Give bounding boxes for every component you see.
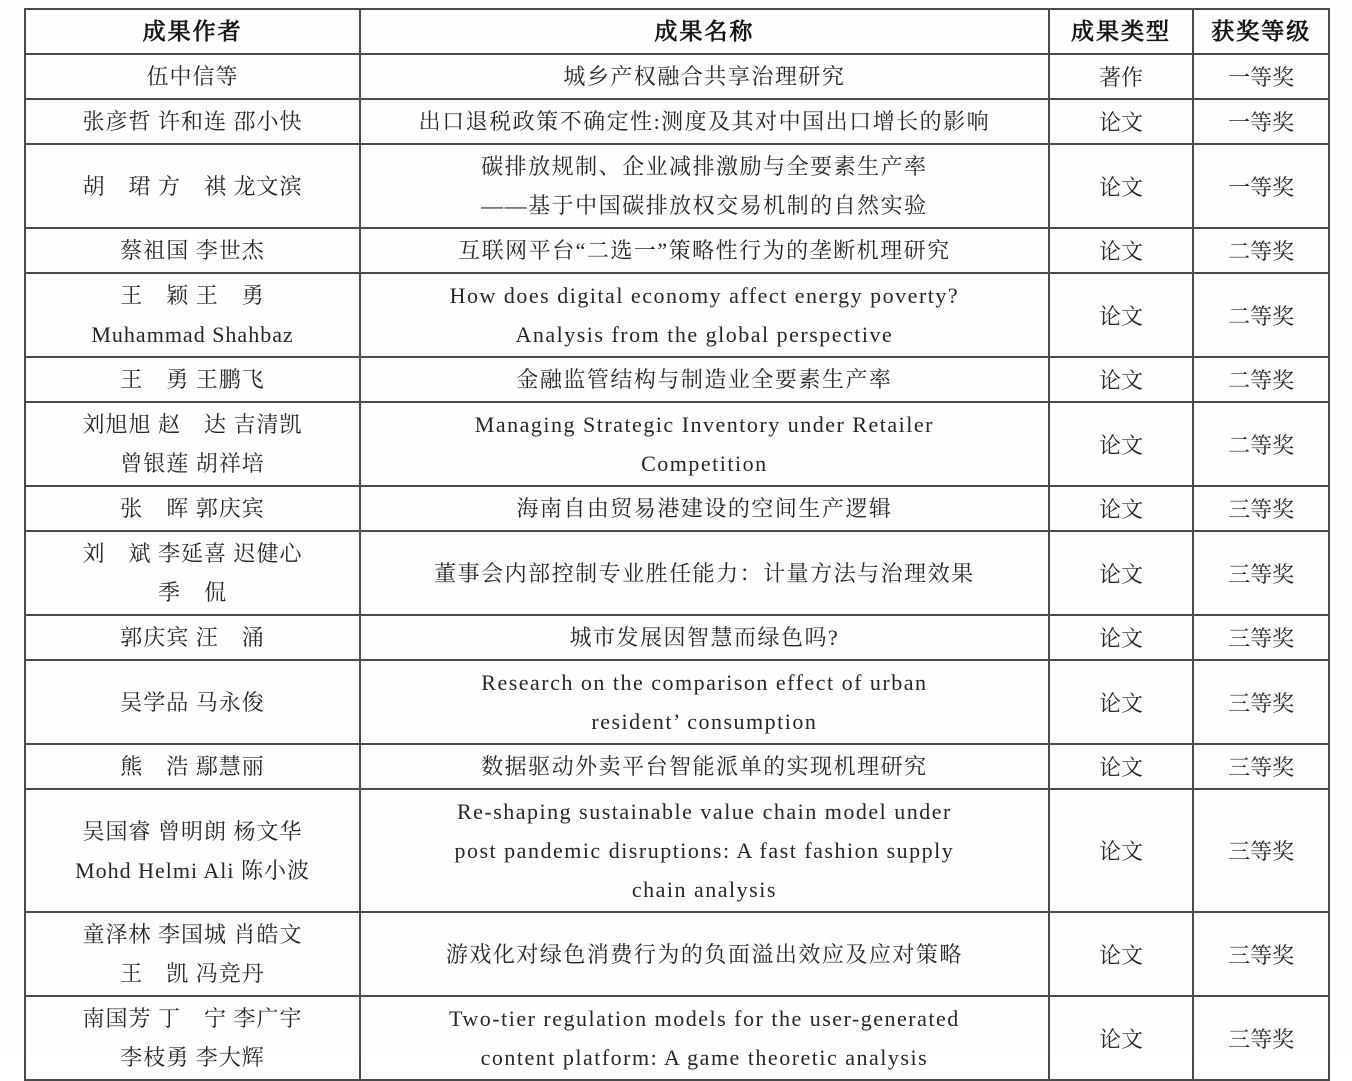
type-cell: 著作 <box>1049 54 1194 99</box>
type-cell: 论文 <box>1049 486 1194 531</box>
award-cell: 三等奖 <box>1193 615 1329 660</box>
type-cell: 论文 <box>1049 744 1194 789</box>
title-line: 互联网平台“二选一”策略性行为的垄断机理研究 <box>458 238 951 263</box>
author-line: 南国芳 丁 宁 李广宇 <box>82 1006 303 1031</box>
title-line: resident’ consumption <box>591 709 818 734</box>
title-line: Competition <box>641 451 768 476</box>
author-cell <box>25 789 360 912</box>
author-cell <box>25 99 360 144</box>
table-row <box>25 996 1329 1080</box>
title-cell <box>360 273 1049 357</box>
title-cell <box>360 531 1049 615</box>
table-row <box>25 228 1329 273</box>
table-row <box>25 273 1329 357</box>
title-line: Research on the comparison effect of urban <box>481 670 928 695</box>
award-cell: 一等奖 <box>1193 144 1329 228</box>
author-line: 郭庆宾 汪 涌 <box>120 625 265 650</box>
author-cell <box>25 996 360 1080</box>
author-cell <box>25 357 360 402</box>
title-cell <box>360 996 1049 1080</box>
author-cell <box>25 228 360 273</box>
title-line: content platform: A game theoretic analysis <box>480 1045 929 1070</box>
title-cell <box>360 54 1049 99</box>
title-line: 城市发展因智慧而绿色吗? <box>569 625 840 650</box>
title-cell <box>360 789 1049 912</box>
award-cell: 三等奖 <box>1193 912 1329 996</box>
author-line: 熊 浩 鄢慧丽 <box>120 754 265 779</box>
award-cell: 二等奖 <box>1193 273 1329 357</box>
author-line: 胡 珺 方 祺 龙文滨 <box>82 173 303 199</box>
title-cell <box>360 144 1049 228</box>
author-cell <box>25 54 360 99</box>
author-cell <box>25 660 360 744</box>
title-cell <box>360 228 1049 273</box>
title-cell <box>360 615 1049 660</box>
title-line: 海南自由贸易港建设的空间生产逻辑 <box>516 496 893 521</box>
title-cell <box>360 357 1049 402</box>
type-cell: 论文 <box>1049 402 1194 486</box>
title-line: 游戏化对绿色消费行为的负面溢出效应及应对策略 <box>445 941 963 967</box>
col-header-title: 成果名称 <box>360 9 1049 54</box>
type-cell: 论文 <box>1049 531 1194 615</box>
title-line: 数据驱动外卖平台智能派单的实现机理研究 <box>481 754 928 779</box>
col-header-author: 成果作者 <box>25 9 360 54</box>
author-line: 童泽林 李国城 肖皓文 <box>82 922 303 947</box>
title-line: Managing Strategic Inventory under Retailer <box>474 412 934 437</box>
author-cell <box>25 144 360 228</box>
title-line: 出口退税政策不确定性:测度及其对中国出口增长的影响 <box>418 109 991 134</box>
type-cell: 论文 <box>1049 660 1194 744</box>
title-line: Re-shaping sustainable value chain model under <box>456 799 952 824</box>
table-row <box>25 99 1329 144</box>
author-line: 王 凯 冯竞丹 <box>120 961 265 986</box>
author-cell <box>25 273 360 357</box>
award-cell: 三等奖 <box>1193 996 1329 1080</box>
title-cell <box>360 660 1049 744</box>
table-row <box>25 531 1329 615</box>
award-cell: 三等奖 <box>1193 744 1329 789</box>
type-cell: 论文 <box>1049 144 1194 228</box>
table-row <box>25 912 1329 996</box>
award-results-table <box>24 8 1330 1081</box>
col-header-type: 成果类型 <box>1049 9 1194 54</box>
table-row <box>25 789 1329 912</box>
title-line: chain analysis <box>631 877 777 902</box>
title-cell <box>360 744 1049 789</box>
award-cell: 三等奖 <box>1193 531 1329 615</box>
header-row <box>25 9 1329 54</box>
author-line: 季 侃 <box>158 580 228 605</box>
author-cell <box>25 531 360 615</box>
title-line: 董事会内部控制专业胜任能力：计量方法与治理效果 <box>434 560 975 586</box>
title-cell <box>360 486 1049 531</box>
table-row <box>25 744 1329 789</box>
title-line: 城乡产权融合共享治理研究 <box>563 64 846 89</box>
table-row <box>25 402 1329 486</box>
award-cell: 二等奖 <box>1193 357 1329 402</box>
author-cell <box>25 912 360 996</box>
title-line: How does digital economy affect energy poverty? <box>449 283 960 308</box>
award-cell: 一等奖 <box>1193 99 1329 144</box>
author-line: 吴学品 马永俊 <box>120 689 265 715</box>
table-row <box>25 54 1329 99</box>
type-cell: 论文 <box>1049 615 1194 660</box>
author-line: 刘 斌 李延喜 迟健心 <box>82 541 303 566</box>
title-cell <box>360 912 1049 996</box>
award-cell: 三等奖 <box>1193 789 1329 912</box>
author-cell <box>25 486 360 531</box>
type-cell: 论文 <box>1049 273 1194 357</box>
author-line: 吴国睿 曾明朗 杨文华 <box>82 818 303 844</box>
author-line: 张彦哲 许和连 邵小快 <box>82 109 303 134</box>
title-cell <box>360 99 1049 144</box>
award-cell: 二等奖 <box>1193 228 1329 273</box>
author-line: 蔡祖国 李世杰 <box>120 238 265 263</box>
award-cell: 一等奖 <box>1193 54 1329 99</box>
col-header-award: 获奖等级 <box>1193 9 1329 54</box>
author-line: 刘旭旭 赵 达 吉清凯 <box>82 412 303 437</box>
title-line: 碳排放规制、企业减排激励与全要素生产率 <box>481 154 928 179</box>
type-cell: 论文 <box>1049 789 1194 912</box>
title-line: Two-tier regulation models for the user-generated <box>449 1006 960 1031</box>
award-cell: 二等奖 <box>1193 402 1329 486</box>
author-line: 曾银莲 胡祥培 <box>120 451 265 476</box>
type-cell: 论文 <box>1049 996 1194 1080</box>
title-cell <box>360 402 1049 486</box>
table-row <box>25 615 1329 660</box>
author-line: Mohd Helmi Ali 陈小波 <box>75 857 311 883</box>
author-line: 李枝勇 李大辉 <box>120 1045 265 1070</box>
author-line: Muhammad Shahbaz <box>91 322 294 347</box>
author-cell <box>25 402 360 486</box>
author-line: 伍中信等 <box>146 64 239 89</box>
title-line: ——基于中国碳排放权交易机制的自然实验 <box>481 193 928 218</box>
author-cell <box>25 615 360 660</box>
author-line: 王 颖 王 勇 <box>120 283 265 308</box>
author-line: 张 晖 郭庆宾 <box>120 496 265 521</box>
type-cell: 论文 <box>1049 228 1194 273</box>
type-cell: 论文 <box>1049 99 1194 144</box>
title-line: Analysis from the global perspective <box>515 322 894 347</box>
author-line: 王 勇 王鹏飞 <box>120 367 265 392</box>
title-line: post pandemic disruptions: A fast fashion supply <box>454 838 955 863</box>
award-cell: 三等奖 <box>1193 660 1329 744</box>
table-row <box>25 357 1329 402</box>
award-cell: 三等奖 <box>1193 486 1329 531</box>
type-cell: 论文 <box>1049 912 1194 996</box>
table-row <box>25 144 1329 228</box>
author-cell <box>25 744 360 789</box>
table-row <box>25 660 1329 744</box>
title-line: 金融监管结构与制造业全要素生产率 <box>516 367 893 392</box>
table-row <box>25 486 1329 531</box>
type-cell: 论文 <box>1049 357 1194 402</box>
